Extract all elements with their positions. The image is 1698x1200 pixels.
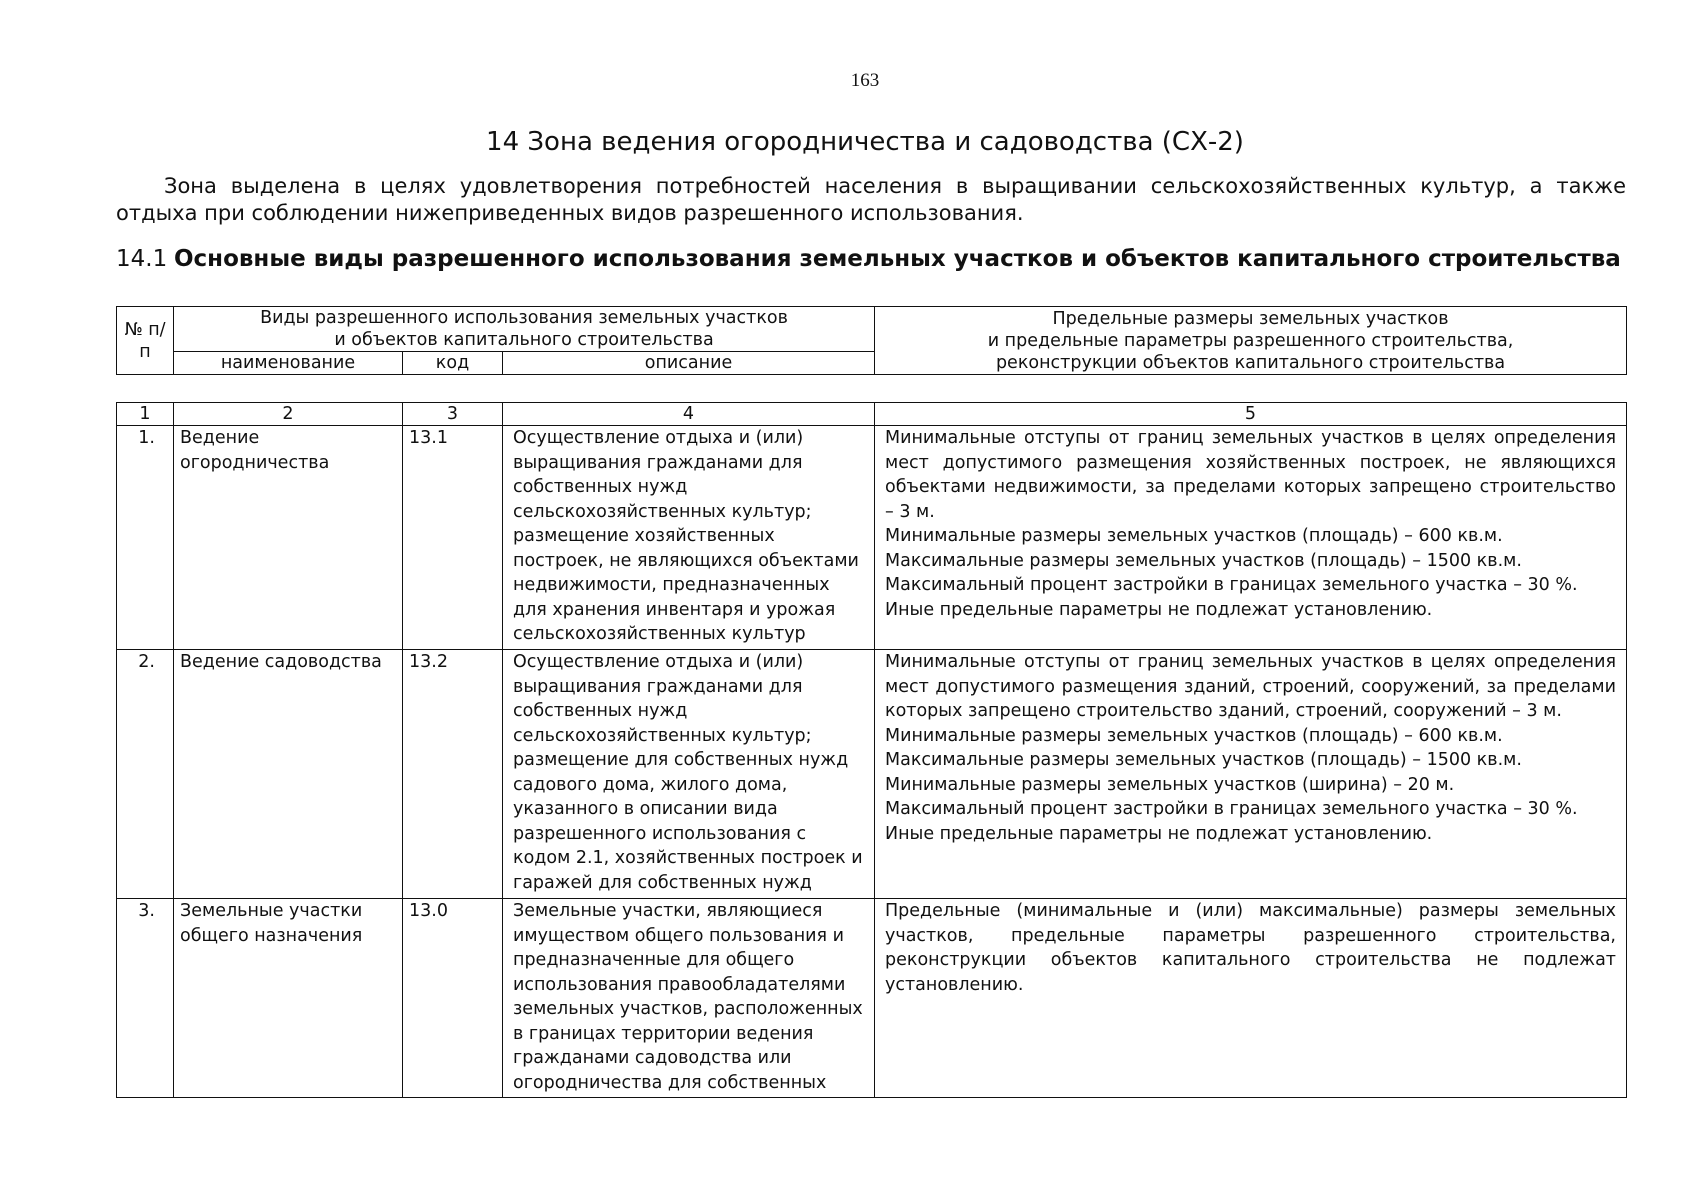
row-name: Ведение огородничества — [174, 426, 403, 650]
header-name: наименование — [174, 352, 403, 375]
limit-line: Минимальные отступы от границ земельных участков в целях определения мест допустимого размещения хозяйственных построек, не являющихся объектами недвижимости, за пределами которых запрещено строительство – 3 м. — [885, 428, 1616, 522]
table-row — [117, 426, 1627, 650]
column-index: 1 — [117, 403, 174, 426]
limit-line: Минимальные размеры земельных участков (площадь) – 600 кв.м. — [885, 526, 1503, 546]
table-row — [117, 650, 1627, 899]
header-description: описание — [503, 352, 875, 375]
header-limits-line2: и предельные параметры разрешенного строительства, — [987, 330, 1514, 351]
limit-line: Минимальные отступы от границ земельных участков в целях определения мест допустимого размещения зданий, строений, сооружений, за пределами которых запрещено строительство зданий, строений, сооружений – 3 м. — [885, 652, 1616, 721]
limit-line: Максимальные размеры земельных участков (площадь) – 1500 кв.м. — [885, 750, 1522, 770]
table-row — [117, 899, 1627, 1098]
row-code: 13.2 — [403, 650, 503, 899]
header-limits-line3: реконструкции объектов капитального строительства — [995, 352, 1506, 373]
section-heading — [116, 245, 1626, 273]
page-number: 163 — [850, 70, 880, 91]
row-description: Осуществление отдыха и (или) выращивания гражданами для собственных нужд сельскохозяйственных культур; размещение хозяйственных построек, не являющихся объектами недвижимости, предназначенных для хранения инвентаря и урожая сельскохозяйственных культур — [503, 426, 875, 650]
row-number: 3. — [117, 899, 174, 1098]
column-index: 2 — [174, 403, 403, 426]
limit-line: Предельные (минимальные и (или) максимальные) размеры земельных участков, предельные параметры разрешенного строительства, реконструкции объектов капитального строительства не подлежат установлению. — [885, 901, 1616, 995]
header-limits — [875, 307, 1627, 375]
row-code: 13.0 — [403, 899, 503, 1098]
header-types — [174, 307, 875, 352]
column-index: 3 — [403, 403, 503, 426]
limit-line: Максимальный процент застройки в границах земельного участка – 30 %. — [885, 799, 1578, 819]
header-num: № п/п — [117, 307, 174, 375]
header-limits-line1: Предельные размеры земельных участков — [1052, 308, 1449, 329]
row-name: Земельные участки общего назначения — [174, 899, 403, 1098]
column-index-row — [117, 403, 1627, 426]
section-number: 14.1 — [116, 246, 168, 272]
limit-line: Минимальные размеры земельных участков (площадь) – 600 кв.м. — [885, 725, 1503, 746]
row-number: 2. — [117, 650, 174, 899]
row-number: 1. — [117, 426, 174, 650]
limit-line: Иные предельные параметры не подлежат установлению. — [885, 823, 1433, 844]
limit-line: Минимальные размеры земельных участков (ширина) – 20 м. — [885, 774, 1455, 795]
table-header — [116, 306, 1627, 375]
row-name: Ведение садоводства — [174, 650, 403, 899]
column-index: 5 — [875, 403, 1627, 426]
main-table — [116, 402, 1627, 1098]
limit-line: Максимальный процент застройки в границах земельного участка – 30 %. — [885, 575, 1578, 595]
limit-line: Максимальные размеры земельных участков (площадь) – 1500 кв.м. — [885, 550, 1522, 571]
page-title: 14 Зона ведения огородничества и садоводства (СХ-2) — [486, 127, 1244, 157]
header-types-line1: Виды разрешенного использования земельных участков — [260, 308, 788, 328]
header-types-line2: и объектов капитального строительства — [334, 330, 714, 350]
row-description: Земельные участки, являющиеся имуществом общего пользования и предназначенные для общего использования правообладателями земельных участков, расположенных в границах территории ведения гражданами садоводства или огородничества для собственных — [503, 899, 875, 1098]
row-limits — [875, 426, 1627, 650]
column-index: 4 — [503, 403, 875, 426]
section-title: Основные виды разрешенного использования земельных участков и объектов капитального строительства — [174, 246, 1621, 272]
intro-paragraph: Зона выделена в целях удовлетворения потребностей населения в выращивании сельскохозяйственных культур, а также отдыха при соблюдении нижеприведенных видов разрешенного использования. — [116, 174, 1626, 225]
header-code: код — [403, 352, 503, 375]
row-code: 13.1 — [403, 426, 503, 650]
row-limits — [875, 899, 1627, 1098]
row-description: Осуществление отдыха и (или) выращивания гражданами для собственных нужд сельскохозяйственных культур; размещение для собственных нужд садового дома, жилого дома, указанного в описании вида разрешенного использования с кодом 2.1, хозяйственных построек и гаражей для собственных нужд — [503, 650, 875, 899]
row-limits — [875, 650, 1627, 899]
limit-line: Иные предельные параметры не подлежат установлению. — [885, 599, 1433, 620]
